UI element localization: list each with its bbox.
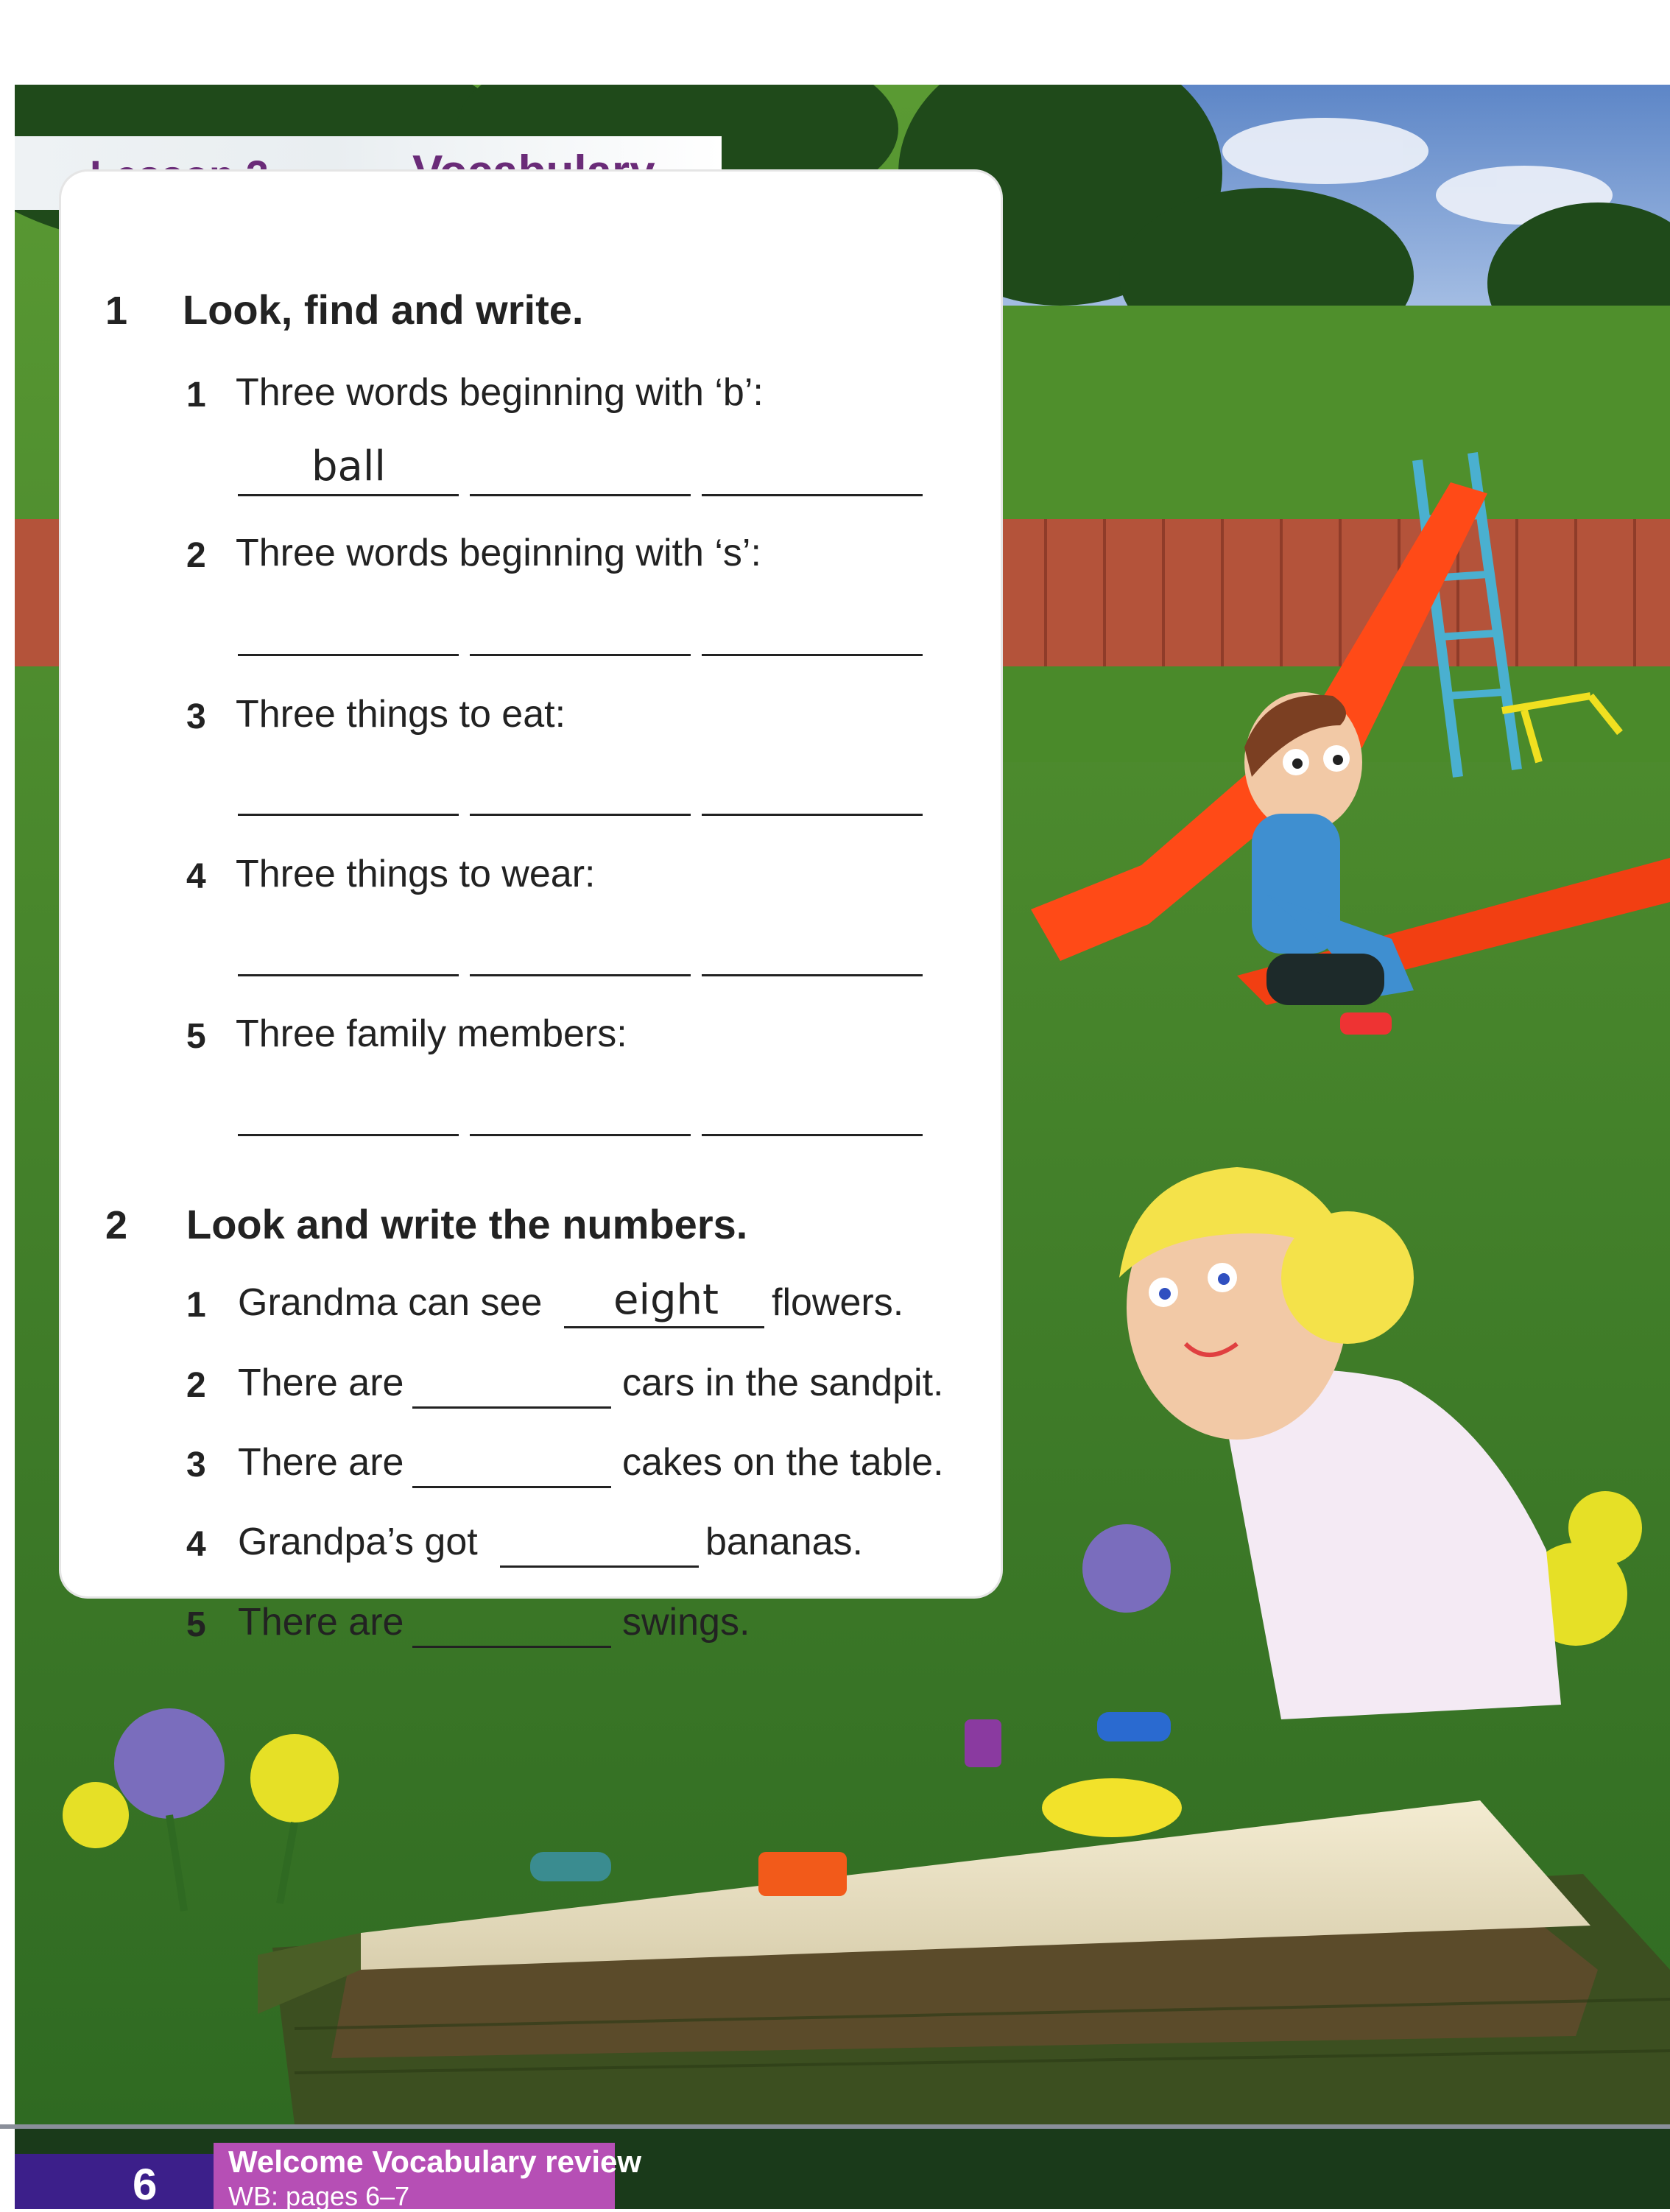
ex1-item-1-blank-1[interactable] (238, 494, 459, 496)
ex2-item-4-blank[interactable] (500, 1565, 699, 1568)
ex1-item-1-answer-1: ball (311, 443, 386, 490)
back-lawn (957, 306, 1670, 549)
ex1-item-4-number: 4 (186, 857, 206, 896)
ex1-item-5-blank-1[interactable] (238, 1134, 459, 1136)
exercise-2-title: Look and write the numbers. (186, 1201, 748, 1247)
ex2-item-2-before: There are (238, 1362, 404, 1404)
ex2-item-2-blank[interactable] (412, 1406, 611, 1409)
ex1-item-3-blank-1[interactable] (238, 814, 459, 816)
exercise-1-title: Look, find and write. (183, 286, 584, 333)
ex2-item-1-answer: eight (613, 1276, 719, 1324)
footer-unit: Welcome Vocabulary review (228, 2144, 642, 2179)
ex1-item-5-prompt: Three family members: (236, 1012, 627, 1055)
ex2-item-1-before: Grandma can see (238, 1281, 543, 1324)
ex2-item-5-after: swings. (622, 1601, 750, 1644)
ex2-item-1-number: 1 (186, 1286, 206, 1325)
ex2-item-4-before: Grandpa’s got (238, 1521, 478, 1563)
ex2-item-5-number: 5 (186, 1605, 206, 1644)
ex1-item-2-blank-1[interactable] (238, 654, 459, 656)
ex1-item-5-blank-2[interactable] (470, 1134, 691, 1136)
ex1-item-3-blank-3[interactable] (702, 814, 923, 816)
ex1-item-5-number: 5 (186, 1017, 206, 1056)
ex1-item-1-prompt: Three words beginning with ‘b’: (236, 371, 764, 414)
ex2-item-4-after: bananas. (705, 1521, 863, 1563)
ex2-item-1-blank[interactable] (564, 1326, 764, 1328)
ex1-item-4-blank-2[interactable] (470, 974, 691, 976)
ex2-item-5-before: There are (238, 1601, 404, 1644)
ex1-item-1-blank-2[interactable] (470, 494, 691, 496)
ex1-item-5-blank-3[interactable] (702, 1134, 923, 1136)
ex2-item-3-blank[interactable] (412, 1486, 611, 1488)
ex1-item-1-blank-3[interactable] (702, 494, 923, 496)
ex2-item-2-after: cars in the sandpit. (622, 1362, 944, 1404)
ex1-item-2-blank-2[interactable] (470, 654, 691, 656)
ex2-item-1-after: flowers. (772, 1281, 904, 1324)
ex1-item-3-blank-2[interactable] (470, 814, 691, 816)
ex1-item-4-blank-1[interactable] (238, 974, 459, 976)
ex1-item-2-blank-3[interactable] (702, 654, 923, 656)
ex1-item-3-number: 3 (186, 697, 206, 736)
ex2-item-2-number: 2 (186, 1366, 206, 1405)
ex2-item-3-number: 3 (186, 1445, 206, 1484)
page-number-box (15, 2154, 228, 2209)
ex1-item-1-number: 1 (186, 376, 206, 415)
page-number: 6 (133, 2160, 158, 2209)
exercise-1-number: 1 (105, 289, 128, 333)
ex1-item-2-prompt: Three words beginning with ‘s’: (236, 532, 761, 574)
exercise-2-number: 2 (105, 1203, 128, 1247)
ex1-item-4-prompt: Three things to wear: (236, 853, 596, 895)
ex1-item-4-blank-3[interactable] (702, 974, 923, 976)
ex2-item-4-number: 4 (186, 1525, 206, 1564)
exercise-card (61, 172, 1001, 1644)
footer-workbook-ref: WB: pages 6–7 (228, 2181, 410, 2211)
ex1-item-3-prompt: Three things to eat: (236, 693, 566, 736)
ex2-item-3-after: cakes on the table. (622, 1441, 944, 1484)
ex1-item-2-number: 2 (186, 536, 206, 575)
ex2-item-5-blank[interactable] (412, 1646, 611, 1648)
ex2-item-3-before: There are (238, 1441, 404, 1484)
